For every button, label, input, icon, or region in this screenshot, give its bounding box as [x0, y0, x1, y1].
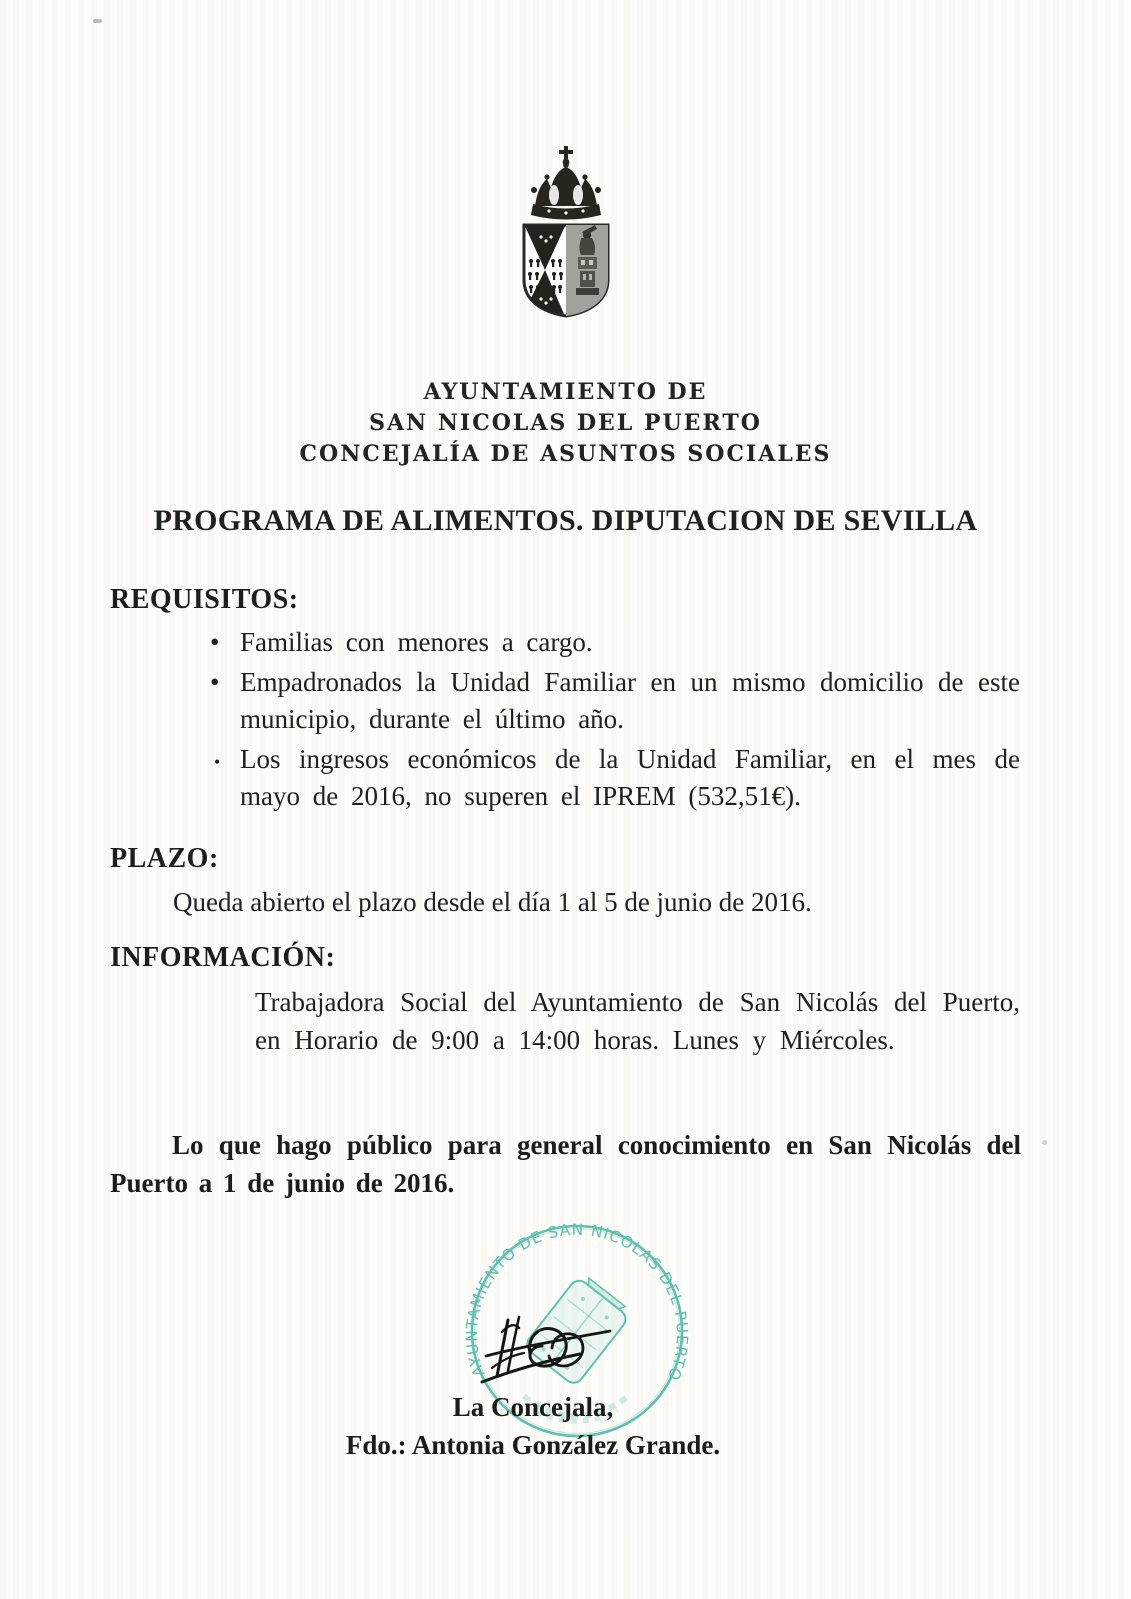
bullet-glyph: •: [214, 751, 221, 772]
requisitos-list: [110, 624, 1020, 816]
document-title: PROGRAMA DE ALIMENTOS. DIPUTACION DE SEVILLA: [153, 504, 978, 537]
plazo-text: Queda abierto el plazo desde el día 1 al 5 de junio de 2016.: [173, 887, 812, 917]
signer-name: Fdo.: Antonia González Grande.: [345, 1430, 721, 1460]
org-header: [0, 377, 1131, 470]
requisitos-heading: REQUISITOS:: [110, 584, 299, 615]
scan-speck: [93, 19, 102, 23]
handwritten-signature: [478, 1308, 618, 1390]
closing-paragraph: Lo que hago público para general conocimiento en San Nicolás del Puerto a 1 de junio de 2016.: [110, 1130, 1021, 1198]
shield-icon: [524, 224, 609, 318]
requisito-text: Los ingresos económicos de la Unidad Familiar, en el mes de mayo de 2016, no superen el IPREM (532,51€).: [240, 743, 1020, 811]
informacion-heading: INFORMACIÓN:: [110, 942, 336, 973]
list-item: [210, 664, 1020, 739]
requisito-text: Empadronados la Unidad Familiar en un mismo domicilio de este municipio, durante el último año.: [240, 666, 1020, 734]
stamp-ring-text: AYUNTAMIENTO DE SAN NICOLAS DEL PUERTO: [462, 1220, 692, 1385]
plazo-heading: PLAZO:: [110, 843, 219, 874]
signer-role: La Concejala,: [452, 1392, 614, 1422]
bullet-glyph: •: [210, 666, 220, 697]
requisito-text: Familias con menores a cargo.: [240, 627, 593, 657]
list-item: [210, 624, 1020, 662]
coat-of-arms: [521, 146, 611, 321]
section-plazo: [110, 843, 1021, 921]
org-name-line-1: AYUNTAMIENTO DE: [423, 379, 708, 405]
signature-block: [0, 1388, 1066, 1464]
scan-speck: [1042, 1140, 1047, 1145]
informacion-text: Trabajadora Social del Ayuntamiento de San Nicolás del Puerto, en Horario de 9:00 a 14:00 horas. Lunes y Miércoles.: [255, 987, 1020, 1055]
bullet-glyph: •: [210, 627, 220, 657]
crown-icon: [531, 146, 601, 220]
org-name-line-2: SAN NICOLAS DEL PUERTO: [369, 410, 762, 436]
section-requisitos: [110, 584, 1021, 818]
org-name-line-3: CONCEJALÍA DE ASUNTOS SOCIALES: [299, 441, 832, 467]
list-item: [214, 741, 1020, 816]
section-informacion: [110, 942, 1021, 1059]
